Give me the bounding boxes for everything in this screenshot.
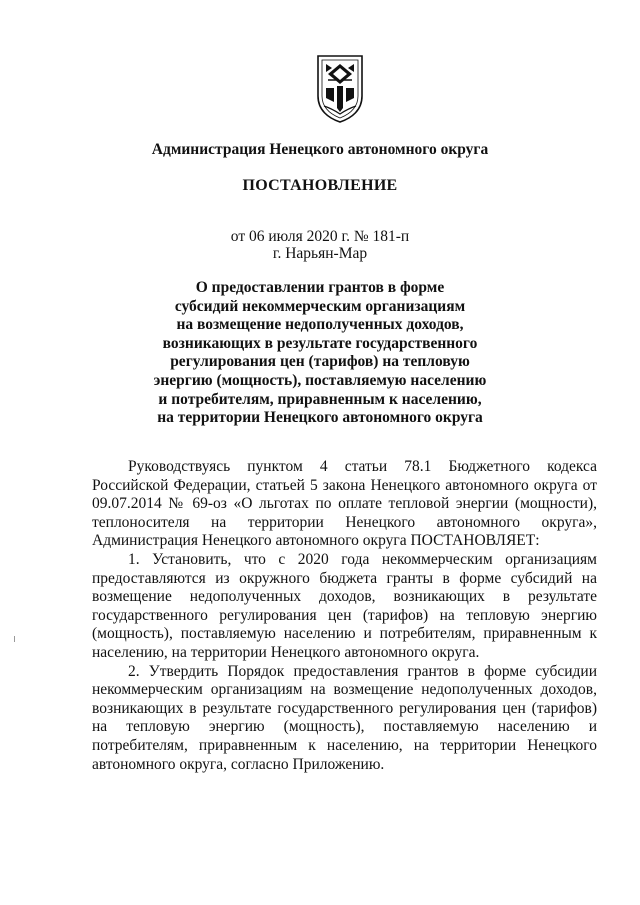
clause-1-paragraph: 1. Установить, что с 2020 года некоммерческим организациям предоставляются из окружного бюджета гранты в форме субсидий на возмещение недополученных доходов, возникающих в результате государственного регулирования цен (тарифов) на тепловую энергию (мощность), поставляемую населению и потребителям, приравненным к населению, на территории Ненецкого автономного округа. (92, 550, 597, 661)
document-date-number: от 06 июля 2020 г. № 181-п (230, 228, 410, 245)
document-title (150, 279, 490, 428)
coat-of-arms-icon (312, 52, 368, 124)
organization-name: Администрация Ненецкого автономного округа (151, 141, 489, 158)
title-line: на территории Ненецкого автономного округа (157, 409, 483, 427)
title-line: энергию (мощность), поставляемую населению (153, 371, 487, 389)
document-type: ПОСТАНОВЛЕНИЕ (242, 177, 398, 194)
title-line: и потребителям, приравненным к населению, (158, 390, 482, 408)
clause-2-paragraph: 2. Утвердить Порядок предоставления грантов в форме субсидии некоммерческим организациям на возмещение недополученных доходов, возникающих в результате государственного регулирования цен (тарифов) на тепловую энергию (мощность), поставляемую населению и потребителям, приравненным к населению, на территории Ненецкого автономного округа, согласно Приложению. (92, 662, 597, 773)
preamble-paragraph: Руководствуясь пунктом 4 статьи 78.1 Бюджетного кодекса Российской Федерации, статьей 5 закона Ненецкого автономного округа от 09.07.2014 № 69-оз «О льготах по оплате тепловой энергии (мощности), теплоносителя на территории Ненецкого автономного округа», Администрация Ненецкого автономного округа ПОСТАНОВЛЯЕТ: (92, 458, 597, 550)
title-line: О предоставлении грантов в форме (195, 279, 445, 296)
title-line: возникающих в результате государственного (162, 334, 478, 352)
title-line: субсидий некоммерческим организациям (174, 297, 466, 315)
title-line: регулирования цен (тарифов) на тепловую (170, 353, 470, 371)
margin-mark (14, 636, 15, 642)
document-place: г. Нарьян-Мар (272, 245, 368, 262)
title-line: на возмещение недополученных доходов, (176, 316, 464, 334)
document-body (92, 458, 597, 774)
